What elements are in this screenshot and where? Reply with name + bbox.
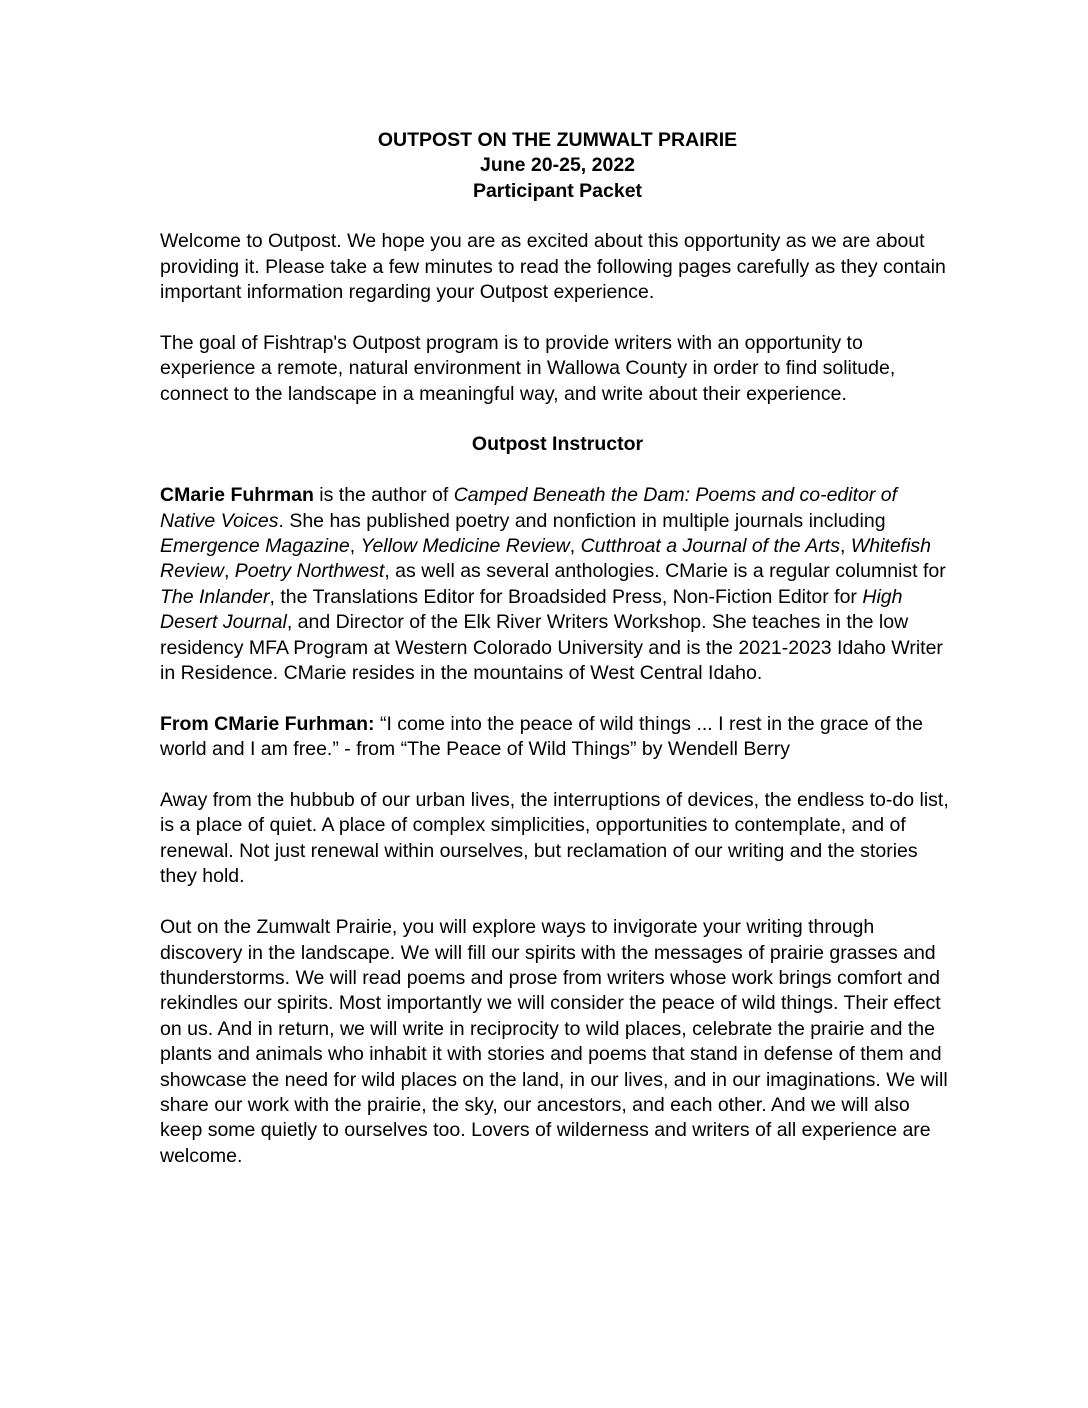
bio-separator: , (223, 560, 235, 583)
bio-separator: , (839, 535, 851, 558)
bio-text: , and Director of the Elk River Writers Workshop. She teaches in the low residency MFA Program at Western Colorado University and is the 2021-2023 Idaho Writer in Residence. CMarie resides in the mountains of West Central Idaho. (160, 611, 943, 685)
instructor-bio (160, 483, 955, 686)
quote-label: From CMarie Furhman: (160, 712, 375, 735)
journal-title: The Inlander (160, 585, 270, 608)
journal-title: Whitefish Review (160, 535, 932, 583)
instructor-name: CMarie Fuhrman (160, 484, 314, 507)
journal-title: Emergence Magazine (160, 535, 350, 558)
away-paragraph: Away from the hubbub of our urban lives, the interruptions of devices, the endless to-do list, is a place of quiet. A place of complex simplicities, opportunities to contemplate, and of renewal. Not just renewal within ourselves, but reclamation of our writing and the stories they hold. (160, 789, 949, 888)
instructor-heading: Outpost Instructor (471, 433, 644, 456)
bio-separator: , (569, 535, 581, 558)
journal-title: Poetry Northwest (234, 560, 385, 583)
quote-text: “I come into the peace of wild things ... I rest in the grace of the world and I am free.” - from “The Peace of Wild Things” by Wendell Berry (160, 712, 923, 761)
bio-text: , the Translations Editor for Broadsided Press, Non-Fiction Editor for (269, 585, 863, 608)
book-title: Camped Beneath the Dam: Poems and co-editor of Native Voices (160, 484, 898, 532)
journal-title: High Desert Journal (160, 585, 903, 634)
document-page (160, 128, 955, 1195)
goal-paragraph: The goal of Fishtrap's Outpost program is to provide writers with an opportunity to experience a remote, natural environment in Wallowa County in order to find solitude, connect to the landscape in a meaningful way, and write about their experience. (160, 331, 896, 405)
bio-text: , as well as several anthologies. CMarie is a regular columnist for (384, 560, 946, 583)
event-dates: June 20-25, 2022 (479, 154, 636, 177)
journal-title: Cutthroat a Journal of the Arts (580, 535, 840, 558)
prairie-paragraph: Out on the Zumwalt Prairie, you will explore ways to invigorate your writing through discovery in the landscape. We will fill our spirits with the messages of prairie grasses and thunderstorms. We will read poems and prose from writers whose work brings comfort and rekindles our spirits. Most importantly we will consider the peace of wild things. Their effect on us. And in return, we will write in reciprocity to wild places, celebrate the prairie and the plants and animals who inhabit it with stories and poems that stand in defense of them and showcase the need for wild places on the land, in our lives, and in our imaginations. We will share our work with the prairie, the sky, our ancestors, and each other. And we will also keep some quietly to ourselves too. Lovers of wilderness and writers of all experience are welcome. (160, 916, 948, 1167)
bio-separator: , (349, 535, 361, 558)
instructor-quote (160, 712, 955, 763)
document-header (160, 128, 955, 204)
journal-title: Yellow Medicine Review (360, 535, 570, 558)
document-title: OUTPOST ON THE ZUMWALT PRAIRIE (377, 129, 738, 151)
bio-text: is the author of (313, 484, 454, 507)
bio-text: . She has published poetry and nonfiction in multiple journals including (278, 509, 886, 532)
document-subtitle: Participant Packet (472, 179, 643, 202)
welcome-paragraph: Welcome to Outpost. We hope you are as excited about this opportunity as we are about providing it. Please take a few minutes to read the following pages carefully as they contain important information regarding your Outpost experience. (160, 230, 946, 304)
